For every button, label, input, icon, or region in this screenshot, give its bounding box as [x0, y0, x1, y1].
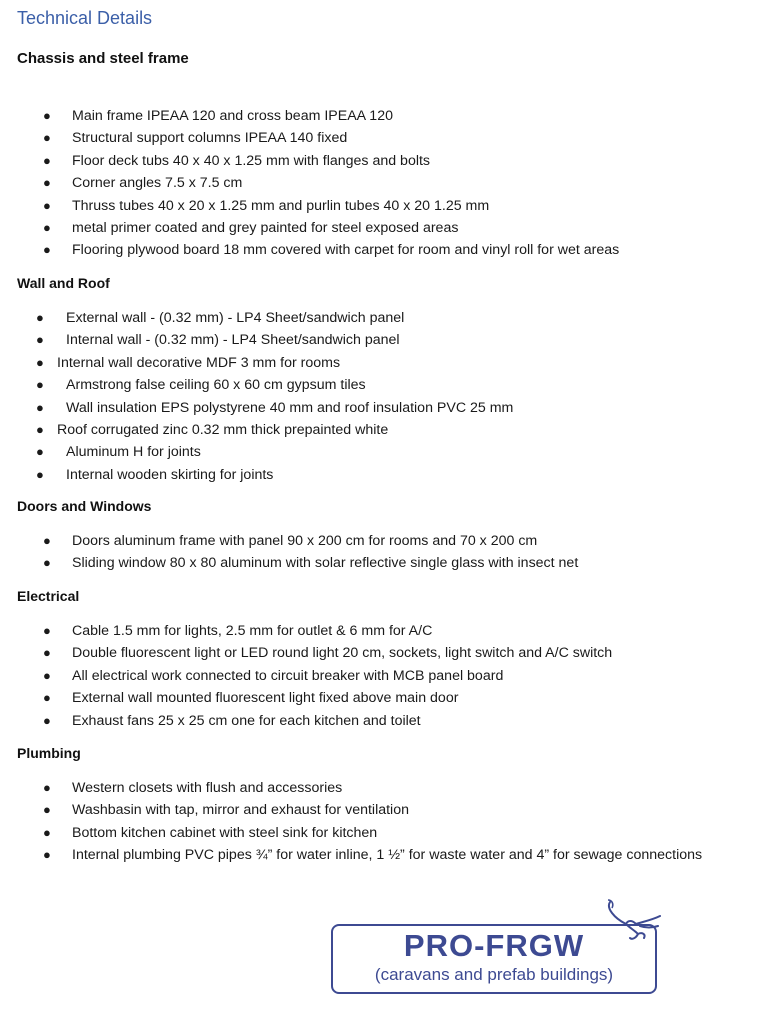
bullet-icon: ● [36, 332, 44, 348]
bullet-icon: ● [43, 690, 51, 706]
list-item: ● Flooring plywood board 18 mm covered with carpet for room and vinyl roll for wet areas [0, 239, 768, 261]
list-item: ● External wall mounted fluorescent light fixed above main door [0, 687, 768, 709]
bullet-icon: ● [43, 152, 51, 168]
list-item: ● Structural support columns IPEAA 140 fixed [0, 127, 768, 149]
list-item: ● Double fluorescent light or LED round light 20 cm, sockets, light switch and A/C switch [0, 642, 768, 664]
bullet-icon: ● [36, 377, 44, 393]
bullet-icon: ● [36, 466, 44, 482]
list-item: ● Western closets with flush and accessories [0, 777, 768, 799]
list-item: ● Thruss tubes 40 x 20 x 1.25 mm and purlin tubes 40 x 20 1.25 mm [0, 195, 768, 217]
bullet-icon: ● [36, 354, 44, 370]
logo-name: PRO-FRGW [403, 928, 585, 963]
list-item: ● Roof corrugated zinc 0.32 mm thick prepainted white [0, 419, 768, 441]
list-item: ● Internal wall decorative MDF 3 mm for rooms [0, 352, 768, 374]
wall-roof-list [0, 307, 768, 486]
section-heading-electrical: Electrical [17, 588, 80, 604]
list-item: ● Exhaust fans 25 x 25 cm one for each kitchen and toilet [0, 710, 768, 732]
list-item: ● Internal plumbing PVC pipes ¾” for water inline, 1 ½” for waste water and 4” for sewage connections [0, 844, 742, 866]
list-item: ● External wall - (0.32 mm) - LP4 Sheet/sandwich panel [0, 307, 768, 329]
list-item: ● Internal wooden skirting for joints [0, 464, 768, 486]
document-title: Technical Details [17, 8, 153, 28]
bullet-icon: ● [43, 802, 51, 818]
bullet-icon: ● [43, 533, 51, 548]
company-logo [331, 924, 657, 994]
bullet-icon: ● [43, 780, 51, 795]
bullet-icon: ● [43, 667, 51, 683]
bullet-icon: ● [43, 130, 51, 146]
bullet-icon: ● [36, 399, 44, 415]
chassis-list [0, 105, 768, 262]
section-heading-plumbing: Plumbing [17, 745, 81, 761]
bullet-icon: ● [43, 847, 51, 863]
list-item: ● Sliding window 80 x 80 aluminum with solar reflective single glass with insect net [0, 552, 768, 574]
list-item: ● Bottom kitchen cabinet with steel sink for kitchen [0, 822, 768, 844]
list-item: ● metal primer coated and grey painted for steel exposed areas [0, 217, 768, 239]
electrical-list [0, 620, 768, 732]
doors-windows-list [0, 530, 768, 575]
bullet-icon: ● [36, 310, 44, 325]
list-item: ● Wall insulation EPS polystyrene 40 mm and roof insulation PVC 25 mm [0, 397, 768, 419]
bullet-icon: ● [43, 175, 51, 191]
bullet-icon: ● [36, 422, 44, 438]
section-heading-wall-roof: Wall and Roof [17, 275, 110, 291]
bullet-icon: ● [36, 444, 44, 460]
bullet-icon: ● [43, 645, 51, 661]
bullet-icon: ● [43, 197, 51, 213]
bullet-icon: ● [43, 712, 51, 728]
list-item: ● Corner angles 7.5 x 7.5 cm [0, 172, 768, 194]
list-item: ● Armstrong false ceiling 60 x 60 cm gypsum tiles [0, 374, 768, 396]
list-item: ● Aluminum H for joints [0, 441, 768, 463]
list-item: ● Washbasin with tap, mirror and exhaust for ventilation [0, 799, 768, 821]
list-item: ● Main frame IPEAA 120 and cross beam IPEAA 120 [0, 105, 768, 127]
bullet-icon: ● [43, 220, 51, 236]
list-item: ● Floor deck tubs 40 x 40 x 1.25 mm with flanges and bolts [0, 150, 768, 172]
section-heading-doors-windows: Doors and Windows [17, 498, 152, 514]
list-item: ● All electrical work connected to circuit breaker with MCB panel board [0, 665, 768, 687]
plumbing-list [0, 777, 768, 867]
list-item: ● Doors aluminum frame with panel 90 x 200 cm for rooms and 70 x 200 cm [0, 530, 768, 552]
logo-tagline: (caravans and prefab buildings) [374, 965, 614, 984]
bullet-icon: ● [43, 623, 51, 638]
bullet-icon: ● [43, 824, 51, 840]
list-item: ● Internal wall - (0.32 mm) - LP4 Sheet/sandwich panel [0, 329, 768, 351]
bullet-icon: ● [43, 108, 51, 123]
list-item: ● Cable 1.5 mm for lights, 2.5 mm for outlet & 6 mm for A/C [0, 620, 768, 642]
bullet-icon: ● [43, 242, 51, 258]
bullet-icon: ● [43, 555, 51, 571]
section-heading-chassis: Chassis and steel frame [17, 50, 189, 67]
